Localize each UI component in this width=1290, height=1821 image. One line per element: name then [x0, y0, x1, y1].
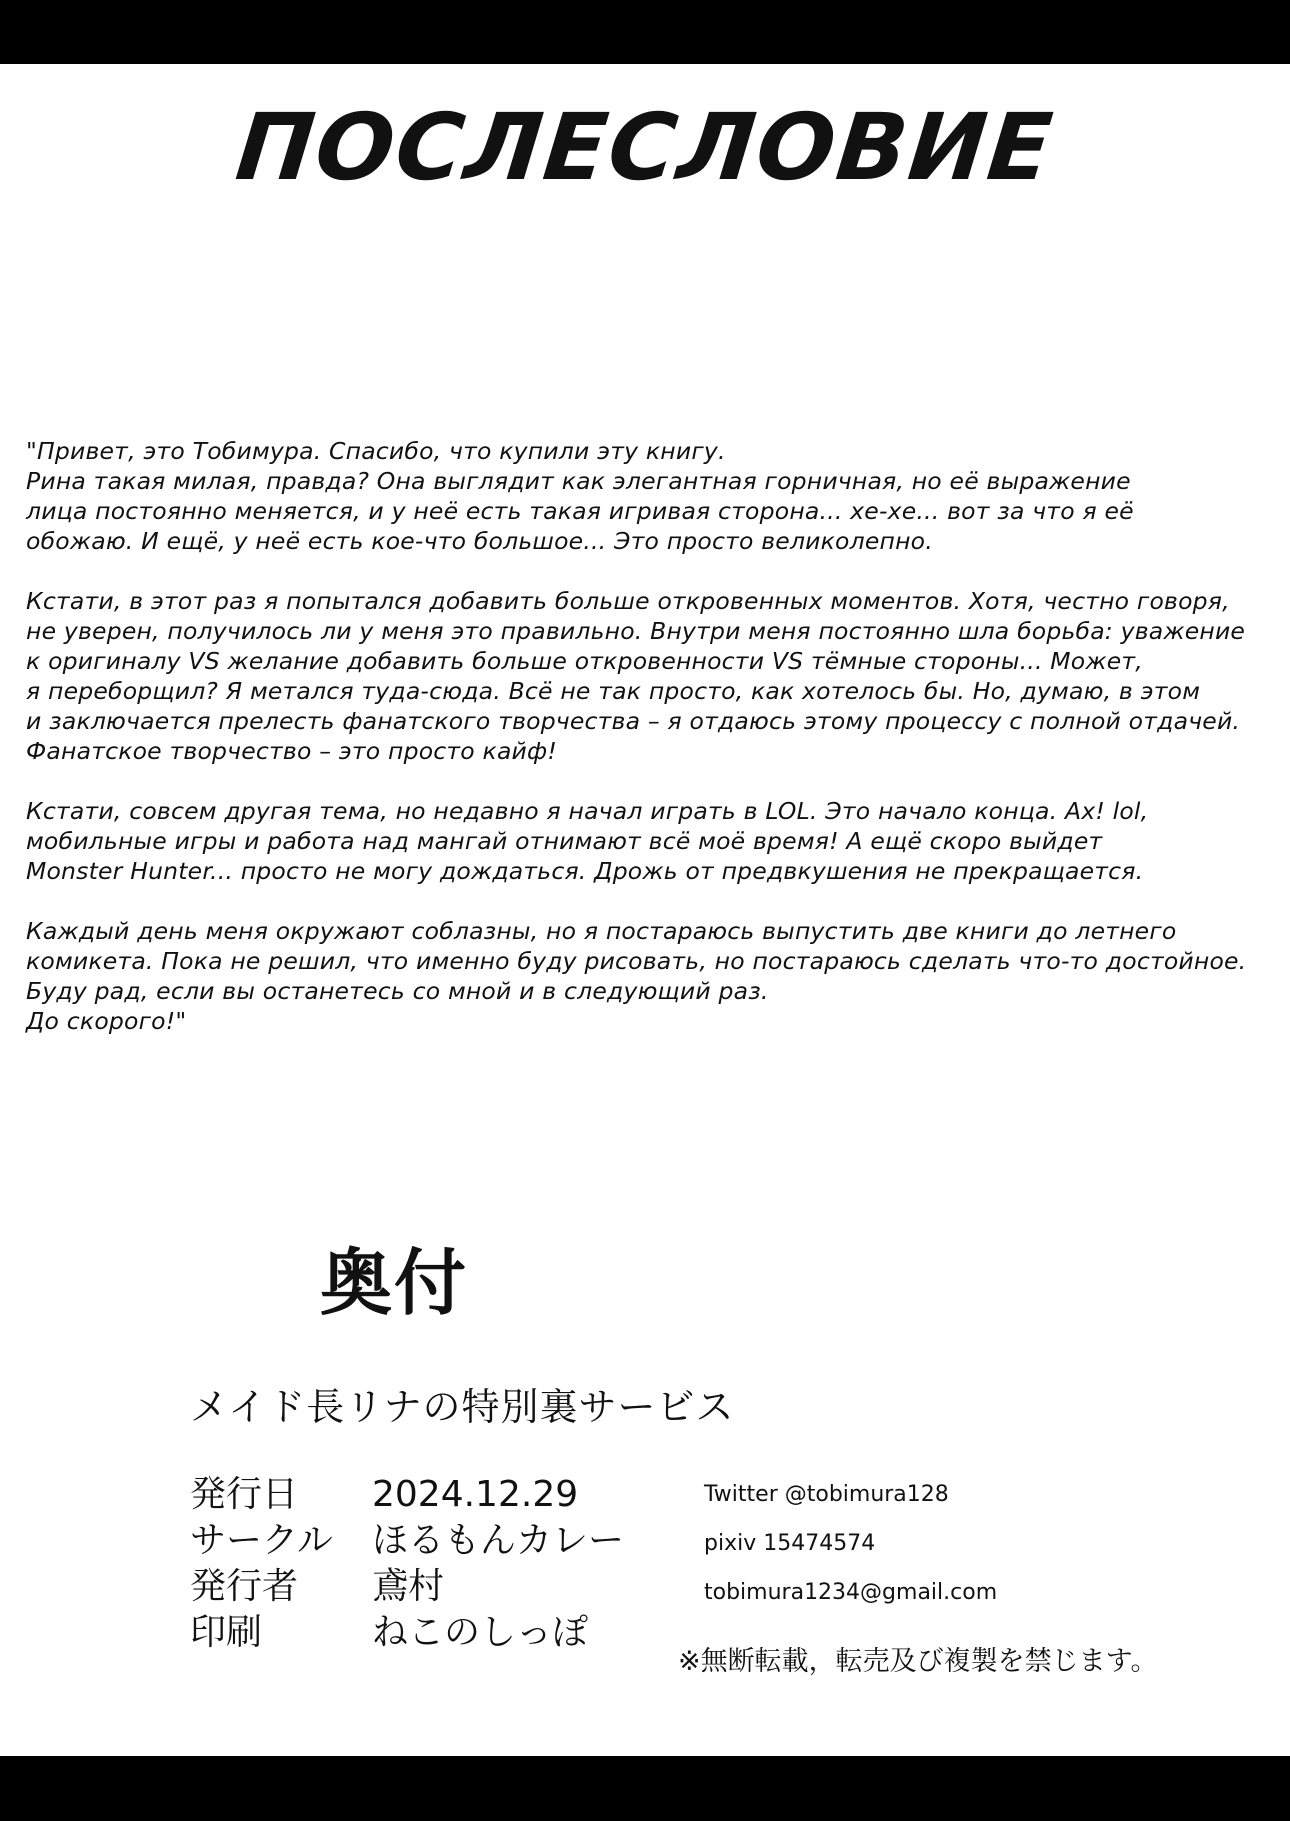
info-row-circle	[190, 1518, 624, 1564]
info-label: 発行日	[190, 1474, 299, 1515]
contact-twitter: Twitter @tobimura128	[704, 1482, 949, 1507]
book-title: メイド長リナの特別裏サービス	[190, 1385, 735, 1429]
afterword-title: ПОСЛЕСЛОВИЕ	[231, 94, 1059, 201]
info-row-publisher	[190, 1564, 624, 1610]
copyright-notice: ※無断転載，転売及び複製を禁じます。	[678, 1646, 1158, 1677]
info-label: 印刷	[190, 1612, 263, 1653]
info-value: ねこのしっぽ	[372, 1612, 589, 1653]
contact-email: tobimura1234@gmail.com	[704, 1580, 998, 1605]
info-value: 2024.12.29	[372, 1474, 579, 1515]
info-value: ほるもんカレー	[372, 1520, 625, 1561]
afterword-paragraph-1: "Привет, это Тобимура. Спасибо, что купили эту книгу. Рина такая милая, правда? Она выглядит как элегантная горничная, но её выражение лица постоянно меняется, и у неё есть такая игривая сторона... хе-хе... вот за что я её обожаю. И ещё, у неё есть кое-что большое... Это просто великолепно.	[26, 437, 1134, 555]
colophon-heading: 奥付	[320, 1241, 469, 1325]
contact-pixiv: pixiv 15474574	[704, 1531, 876, 1556]
bottom-black-border	[0, 1756, 1290, 1821]
info-label: 発行者	[190, 1566, 299, 1607]
afterword-body	[26, 436, 1276, 1066]
top-black-border	[0, 0, 1290, 64]
info-label: サークル	[190, 1520, 333, 1561]
contact-list	[704, 1480, 997, 1627]
info-row-release-date	[190, 1472, 624, 1518]
colophon-info-table	[190, 1472, 624, 1656]
afterword-paragraph-2: Кстати, в этот раз я попытался добавить больше откровенных моментов. Хотя, честно говоря, не уверен, получилось ли у меня это правильно. Внутри меня постоянно шла борьба: уважение к оригиналу VS желание добавить больше откровенности VS тёмные стороны... Может, я переборщил? Я метался туда-сюда. Всё не так просто, как хотелось бы. Но, думаю, в этом и заключается прелесть фанатского творчества – я отдаюсь этому процессу с полной отдачей. Фанатское творчество – это просто кайф!	[26, 587, 1246, 765]
info-row-printer	[190, 1610, 624, 1656]
afterword-paragraph-3: Кстати, совсем другая тема, но недавно я начал играть в LOL. Это начало конца. Ах! lol, мобильные игры и работа над мангай отнимают всё моё время! А ещё скоро выйдет Monster Hunter... просто не могу дождаться. Дрожь от предвкушения не прекращается.	[26, 797, 1149, 885]
afterword-paragraph-4: Каждый день меня окружают соблазны, но я постараюсь выпустить две книги до летнего комикета. Пока не решил, что именно буду рисовать, но постараюсь сделать что-то достойное. Буду рад, если вы останетесь со мной и в следующий раз. До скорого!"	[26, 917, 1247, 1035]
info-value: 鳶村	[372, 1566, 445, 1607]
